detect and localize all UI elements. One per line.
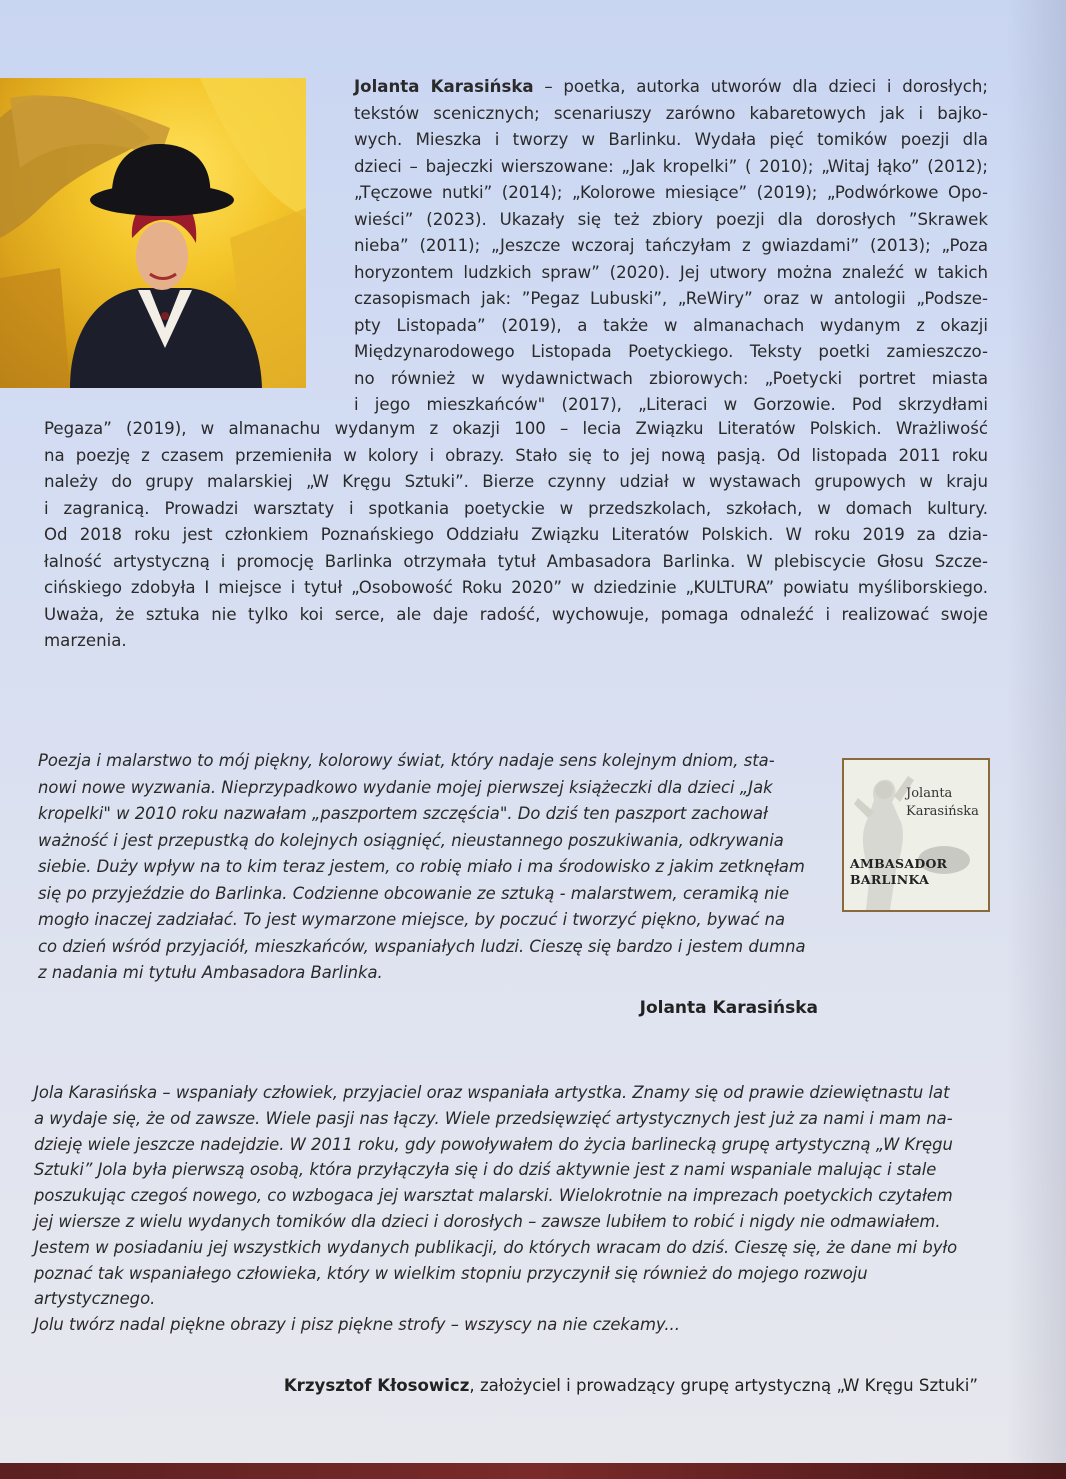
bio-line: i zagranicą. Prowadzi warsztaty i spotkania poetyckie w przedszkolach, szkołach, w domach kultury. xyxy=(44,498,988,518)
tribute-line: poznać tak wspaniałego człowieka, który w wielkim stopniu przyczynił się również do mojego rozwoju xyxy=(34,1263,868,1283)
quote-line: się po przyjeździe do Barlinka. Codzienne obcowanie ze sztuką - malarstwem, ceramiką nie xyxy=(38,883,790,903)
badge-name: Jolanta xyxy=(906,786,953,801)
biography-bottom xyxy=(44,416,988,655)
tribute-line: Jola Karasińska – wspaniały człowiek, przyjaciel oraz wspaniała artystka. Znamy się od prawie dziewiętnastu lat xyxy=(34,1083,950,1102)
bio-line: Międzynarodowego Listopada Poetyckiego. Teksty poetki zamieszczo- xyxy=(354,342,988,361)
tribute-line: jej wiersze z wielu wydanych tomików dla dzieci i dorosłych – zawsze lubiłem to robić i nigdy nie odmawiałem. xyxy=(34,1211,941,1231)
bio-line: dzieci – bajeczki wierszowane: „Jak kropelki” ( 2010); „Witaj łąko” (2012); xyxy=(354,156,988,176)
page-edge-shadow xyxy=(1006,0,1066,1479)
bio-line: „Tęczowe nutki” (2014); „Kolorowe miesiące” (2019); „Podwórkowe Opo- xyxy=(354,183,988,202)
signature-role: , założyciel i prowadzący grupę artystyczną „W Kręgu Sztuki” xyxy=(469,1376,978,1395)
tribute-line: Sztuki” Jola była pierwszą osobą, która przyłączyła się i do dziś aktywnie jest z nami wspaniale malując i stale xyxy=(34,1160,937,1180)
bio-line: łalność artystyczną i promocję Barlinka otrzymała tytuł Ambasadora Barlinka. W plebiscycie Głosu Szcze- xyxy=(44,551,988,571)
quote-line: siebie. Duży wpływ na to kim teraz jestem, co robię miało i ma środowisko z jakim zetknęłam xyxy=(38,857,805,876)
bio-line: Od 2018 roku jest członkiem Poznańskiego Oddziału Związku Literatów Polskich. W roku 2019 za dzia- xyxy=(44,525,988,544)
quote-author: Jolanta Karasińska xyxy=(639,998,818,1018)
book-cover-edge xyxy=(0,1463,1066,1479)
bio-line: nieba” (2011); „Jeszcze wczoraj tańczyłam z gwiazdami” (2013); „Poza xyxy=(354,236,988,255)
bio-line: cińskiego zdobyła I miejsce i tytuł „Osobowość Roku 2020” w dziedzinie „KULTURA” powiatu myśliborskiego. xyxy=(44,578,988,597)
author-portrait-photo xyxy=(0,78,306,388)
ambassador-badge xyxy=(842,758,990,912)
bio-line: pty Listopada” (2019), a także w almanachach wydanym z okazji xyxy=(354,315,988,335)
bio-line: Pegaza” (2019), w almanachu wydanym z okazji 100 – lecia Związku Literatów Polskich. Wrażliwość xyxy=(44,419,988,438)
bio-line: wieści” (2023). Ukazały się też zbiory poezji dla dorosłych ”Skrawek xyxy=(354,209,988,229)
bio-line: no również w wydawnictwach zbiorowych: „Poetycki portret miasta xyxy=(354,368,988,388)
quote-line: mogło inaczej zadziałać. To jest wymarzone miejsce, by poczuć i tworzyć piękno, bywać na xyxy=(38,910,786,929)
tribute-line: poszukując czegoś nowego, co wzbogaca jej warsztat malarski. Wielokrotnie na imprezach poetyckich czytałem xyxy=(34,1186,953,1206)
signature-name: Krzysztof Kłosowicz xyxy=(283,1376,470,1395)
bio-line: czasopismach jak: ”Pegaz Lubuski”, „ReWiry” oraz w antologii „Podsze- xyxy=(354,289,988,308)
quote-line: co dzień wśród przyjaciół, mieszkańców, wspaniałych ludzi. Cieszę się bardzo i jestem dumna xyxy=(38,936,806,956)
bio-line: należy do grupy malarskiej „W Kręgu Sztuki”. Bierze czynny udział w wystawach grupowych w kraju xyxy=(44,472,988,491)
tribute-text xyxy=(34,1080,986,1338)
badge-surname: Karasińska xyxy=(906,804,979,819)
tribute-line: artystycznego. xyxy=(34,1289,156,1309)
tribute-line: dzieję wiele jeszcze nadejdzie. W 2011 roku, gdy powoływałem do życia barlinecką grupę artystyczną „W Kręgu xyxy=(34,1134,953,1154)
bio-line: Jolanta Karasińska – poetka, autorka utworów dla dzieci i dorosłych; xyxy=(354,77,988,96)
tribute-signature xyxy=(250,1376,978,1395)
bio-line: wych. Mieszka i tworzy w Barlinku. Wydała pięć tomików poezji dla xyxy=(354,130,988,149)
quote-line: z nadania mi tytułu Ambasadora Barlinka. xyxy=(38,963,383,982)
badge-subtitle: BARLINKA xyxy=(850,872,930,887)
biography-top xyxy=(354,74,988,419)
quote-line: Poezja i malarstwo to mój piękny, kolorowy świat, który nadaje sens kolejnym dniom, sta- xyxy=(38,751,775,770)
bio-line: Uważa, że sztuka nie tylko koi serce, ale daje radość, wychowuje, pomaga odnaleźć i realizować swoje xyxy=(44,604,988,624)
quote-line: kropelki" w 2010 roku nazwałam „paszportem szczęścia". Do dziś ten paszport zachował xyxy=(38,804,768,823)
tribute-line: a wydaje się, że od zawsze. Wiele pasji nas łączy. Wiele przedsięwzięć artystycznych jest już za nami i mam na- xyxy=(34,1108,953,1128)
badge-title: AMBASADOR xyxy=(850,856,948,871)
quote-line: ważność i jest przepustką do kolejnych osiągnięć, nieustannego poszukiwania, odkrywania xyxy=(38,830,784,850)
quote-line: nowi nowe wyzwania. Nieprzypadkowo wydanie mojej pierwszej książeczki dla dzieci „Jak xyxy=(38,777,773,797)
bio-line: marzenia. xyxy=(44,631,127,650)
bio-line: na poezję z czasem przemieniła w kolory i obrazy. Stało się to jej nową pasją. Od listopada 2011 roku xyxy=(44,445,988,465)
sculpture-icon xyxy=(844,760,988,910)
author-name: Jolanta Karasińska xyxy=(354,77,534,96)
bio-line: i jego mieszkańców" (2017), „Literaci w Gorzowie. Pod skrzydłami xyxy=(354,395,988,414)
tribute-line: Jolu twórz nadal piękne obrazy i pisz piękne strofy – wszyscy na nie czekamy... xyxy=(34,1315,680,1335)
tribute-line: Jestem w posiadaniu jej wszystkich wydanych publikacji, do których wracam do dziś. Cieszę się, że dane mi było xyxy=(34,1237,958,1257)
bio-line: tekstów scenicznych; scenariuszy zarówno kabaretowych jak i bajko- xyxy=(354,103,988,123)
author-quote xyxy=(38,748,820,987)
bio-line: horyzontem ludzkich spraw” (2020). Jej utwory można znaleźć w takich xyxy=(354,262,988,282)
